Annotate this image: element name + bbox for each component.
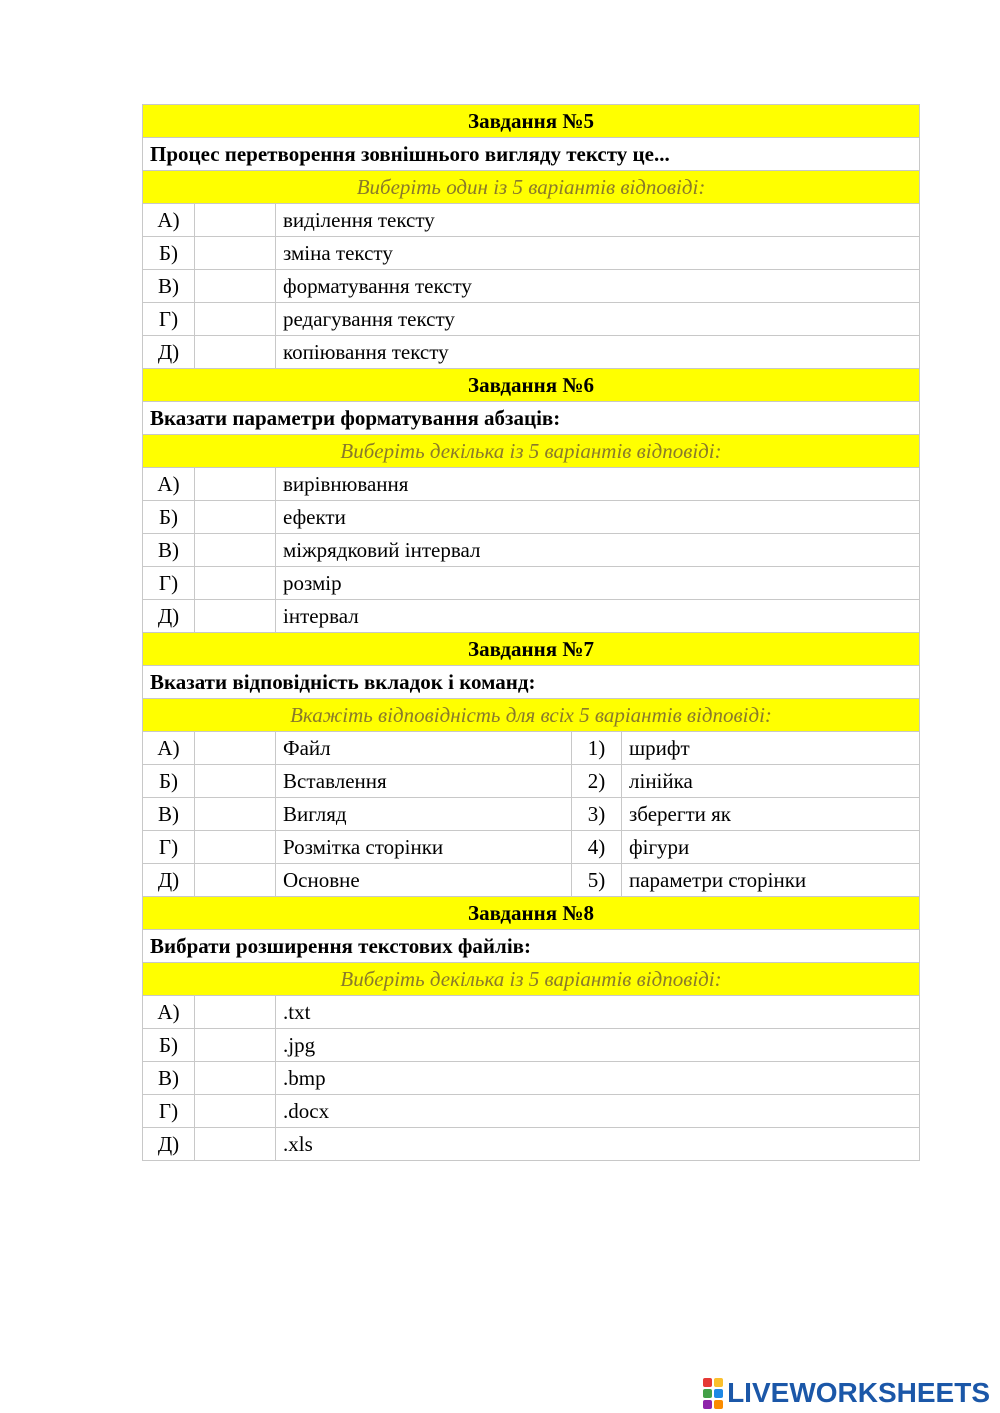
answer-row [143, 567, 920, 600]
option-text: копіювання тексту [276, 336, 920, 369]
task-question: Вказати параметри форматування абзаців: [143, 402, 920, 435]
option-text: Вигляд [276, 798, 572, 831]
option-letter: Г) [143, 831, 195, 864]
option-letter: В) [143, 534, 195, 567]
task-question: Вказати відповідність вкладок і команд: [143, 666, 920, 699]
match-number: 5) [572, 864, 622, 897]
answer-box[interactable] [195, 1029, 276, 1062]
logo-block [714, 1400, 723, 1409]
option-text: Файл [276, 732, 572, 765]
task-title-row [143, 897, 920, 930]
task-title-row [143, 105, 920, 138]
task-title-row [143, 369, 920, 402]
option-text: Вставлення [276, 765, 572, 798]
answer-row [143, 1128, 920, 1161]
task-instruction: Виберіть декілька із 5 варіантів відповіді: [143, 435, 920, 468]
task-instruction-row [143, 435, 920, 468]
answer-box[interactable] [195, 864, 276, 897]
task-title: Завдання №6 [143, 369, 920, 402]
task-question-row [143, 666, 920, 699]
task-question-row [143, 930, 920, 963]
answer-row [143, 765, 920, 798]
answer-row [143, 303, 920, 336]
logo-block [714, 1378, 723, 1387]
task-question-row [143, 402, 920, 435]
answer-row [143, 270, 920, 303]
match-text: зберегти як [622, 798, 920, 831]
answer-box[interactable] [195, 567, 276, 600]
answer-row [143, 534, 920, 567]
task-instruction-row [143, 699, 920, 732]
answer-box[interactable] [195, 270, 276, 303]
option-letter: Б) [143, 237, 195, 270]
option-letter: Д) [143, 864, 195, 897]
task-question: Вибрати розширення текстових файлів: [143, 930, 920, 963]
option-text: інтервал [276, 600, 920, 633]
answer-row [143, 732, 920, 765]
option-letter: В) [143, 270, 195, 303]
task-instruction-row [143, 963, 920, 996]
answer-row [143, 831, 920, 864]
option-letter: Г) [143, 303, 195, 336]
option-letter: Д) [143, 336, 195, 369]
match-text: шрифт [622, 732, 920, 765]
option-text: .xls [276, 1128, 920, 1161]
task-title: Завдання №8 [143, 897, 920, 930]
option-letter: Б) [143, 501, 195, 534]
match-number: 1) [572, 732, 622, 765]
option-letter: А) [143, 204, 195, 237]
task-instruction-row [143, 171, 920, 204]
option-text: Основне [276, 864, 572, 897]
answer-box[interactable] [195, 534, 276, 567]
answer-row [143, 468, 920, 501]
option-text: .docx [276, 1095, 920, 1128]
logo-blocks-icon [703, 1378, 723, 1409]
match-number: 2) [572, 765, 622, 798]
option-letter: Д) [143, 600, 195, 633]
match-number: 4) [572, 831, 622, 864]
option-letter: Б) [143, 765, 195, 798]
option-text: міжрядковий інтервал [276, 534, 920, 567]
option-letter: А) [143, 732, 195, 765]
task-title: Завдання №7 [143, 633, 920, 666]
option-letter: А) [143, 468, 195, 501]
logo-block [703, 1389, 712, 1398]
option-letter: В) [143, 798, 195, 831]
option-text: редагування тексту [276, 303, 920, 336]
task-instruction: Виберіть один із 5 варіантів відповіді: [143, 171, 920, 204]
task-question-row [143, 138, 920, 171]
answer-row [143, 798, 920, 831]
answer-box[interactable] [195, 204, 276, 237]
answer-row [143, 204, 920, 237]
match-number: 3) [572, 798, 622, 831]
answer-box[interactable] [195, 1128, 276, 1161]
answer-row [143, 600, 920, 633]
match-text: фігури [622, 831, 920, 864]
task-instruction: Виберіть декілька із 5 варіантів відповіді: [143, 963, 920, 996]
answer-box[interactable] [195, 501, 276, 534]
option-letter: Б) [143, 1029, 195, 1062]
option-letter: Г) [143, 1095, 195, 1128]
liveworksheets-logo [703, 1376, 990, 1410]
task-title-row [143, 633, 920, 666]
option-text: .jpg [276, 1029, 920, 1062]
match-text: параметри сторінки [622, 864, 920, 897]
task-question: Процес перетворення зовнішнього вигляду тексту це... [143, 138, 920, 171]
option-letter: Д) [143, 1128, 195, 1161]
option-text: зміна тексту [276, 237, 920, 270]
worksheet-table [142, 104, 920, 1161]
option-text: форматування тексту [276, 270, 920, 303]
option-text: .bmp [276, 1062, 920, 1095]
answer-box[interactable] [195, 831, 276, 864]
option-text: розмір [276, 567, 920, 600]
task-instruction: Вкажіть відповідність для всіх 5 варіантів відповіді: [143, 699, 920, 732]
answer-box[interactable] [195, 765, 276, 798]
match-text: лінійка [622, 765, 920, 798]
answer-box[interactable] [195, 468, 276, 501]
logo-block [703, 1378, 712, 1387]
answer-box[interactable] [195, 996, 276, 1029]
answer-row [143, 1062, 920, 1095]
answer-box[interactable] [195, 303, 276, 336]
answer-box[interactable] [195, 1062, 276, 1095]
answer-row [143, 237, 920, 270]
answer-row [143, 1029, 920, 1062]
answer-box[interactable] [195, 237, 276, 270]
option-letter: Г) [143, 567, 195, 600]
option-text: вирівнювання [276, 468, 920, 501]
option-letter: В) [143, 1062, 195, 1095]
option-text: виділення тексту [276, 204, 920, 237]
answer-row [143, 336, 920, 369]
answer-box[interactable] [195, 600, 276, 633]
option-letter: А) [143, 996, 195, 1029]
logo-block [714, 1389, 723, 1398]
answer-box[interactable] [195, 1095, 276, 1128]
answer-box[interactable] [195, 732, 276, 765]
logo-text: LIVEWORKSHEETS [727, 1377, 990, 1408]
answer-row [143, 501, 920, 534]
answer-row [143, 864, 920, 897]
answer-row [143, 996, 920, 1029]
logo-block [703, 1400, 712, 1409]
answer-box[interactable] [195, 336, 276, 369]
option-text: Розмітка сторінки [276, 831, 572, 864]
option-text: .txt [276, 996, 920, 1029]
answer-box[interactable] [195, 798, 276, 831]
task-title: Завдання №5 [143, 105, 920, 138]
answer-row [143, 1095, 920, 1128]
option-text: ефекти [276, 501, 920, 534]
